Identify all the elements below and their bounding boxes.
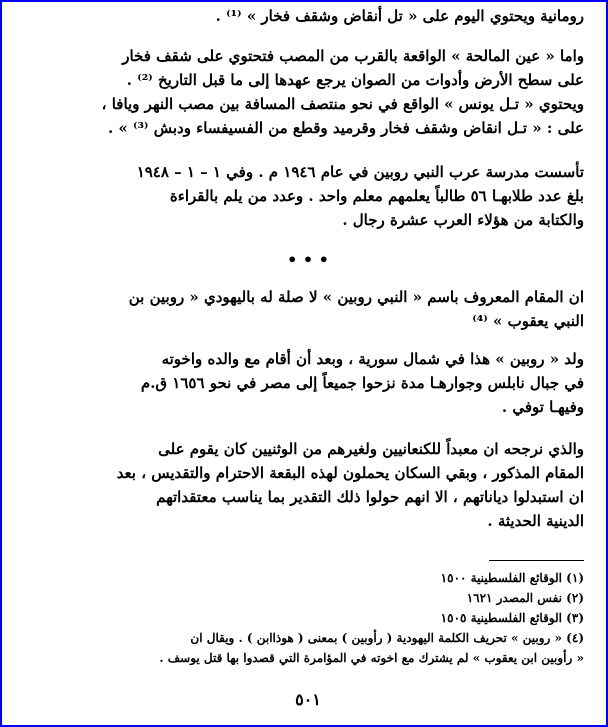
footnote: (٤) « روبين » تحريف الكلمة اليهودية ( رأوبين ) بمعنى ( هوذاابن ) . ويقال ان [190, 631, 584, 645]
text-line: على سطح الأرض وأدوات من الصوان يرجع عهدها إلى ما قبل التاريخ ⁽²⁾ . [126, 71, 584, 89]
footnote: (٣) الوقائع الفلسطينية ١٥٠٥ [440, 611, 584, 625]
page-number: ٥٠١ [295, 690, 321, 709]
paragraph-reuben [32, 347, 584, 419]
paragraph-school [32, 160, 584, 232]
text-line: ان المقام المعروف باسم « النبي روبين » لا صلة له باليهودي « روبين بن [128, 288, 584, 306]
text-line: بلغ عدد طلابهـا ٥٦ طالباً يعلمهم معلم واحد . وعدد من يلم بالقراءة [169, 187, 584, 205]
text-line: والذي نرجحه ان معبداً للكنعانيين ولغيرهم من الوثنيين كان يقوم على [158, 440, 584, 458]
text-line: وفيهـا توفي . [501, 398, 584, 416]
text-line: الدينية الحديثة . [487, 512, 584, 530]
footnote-divider [489, 560, 584, 561]
section-separator: • • • [287, 250, 329, 269]
paragraph-roman-site [32, 4, 584, 28]
footnote: (٢) نفس المصدر ١٦٢١ [466, 591, 584, 605]
text-line: على : « تـل انقاض وشقف فخار وقرميد وقطع من الفسيفساء ودبش ⁽³⁾ » . [107, 119, 584, 137]
book-page [32, 2, 584, 725]
text-line: النبي يعقوب » ⁽⁴⁾ [472, 312, 584, 330]
paragraph-maqam [32, 285, 584, 333]
text-line: في جبال نابلس وجوارهـا مدة نزحوا جميعاً إلى مصر في نحو ١٦٥٦ ق.م [140, 374, 584, 392]
footnote: (١) الوقائع الفلسطينية ١٥٠٠ [440, 571, 584, 585]
text-line: ولد « روبين » هذا في شمال سورية ، وبعد أن أقام مع والده واخوته [161, 350, 584, 368]
text-line: رومانية ويحتوي اليوم على « تل أنقاض وشقف فخار » ⁽¹⁾ . [215, 7, 584, 25]
text-line: والكتابة من هؤلاء العرب عشرة رجال . [342, 211, 584, 229]
paragraph-temple [32, 437, 584, 533]
text-line: تأسست مدرسة عرب النبي روبين في عام ١٩٤٦ م . وفي ١ – ١ – ١٩٤٨ [136, 163, 584, 181]
text-line: المقام المذكور ، وبقي السكان يحملون لهذه البقعة الاحترام والتقديس ، بعد [116, 464, 584, 482]
paragraph-ein-al-maleha [32, 44, 584, 140]
text-line: ان استبدلوا دياناتهم ، الا انهم حولوا ذلك التقدير بما يناسب معتقداتهم [156, 488, 584, 506]
text-line: ويحتوي « تـل يونس » الواقع في نحو منتصف المسافة بين مصب النهر ويافا ، [101, 95, 584, 113]
text-line: واما « عين المالحة » الواقعة بالقرب من المصب فتحتوي على شقف فخار [122, 47, 584, 65]
footnotes [32, 568, 584, 668]
footnote: « رأوبين ابن يعقوب » لم يشترك مع اخوته في المؤامرة التي قصدوا بها قتل يوسف . [159, 651, 584, 665]
